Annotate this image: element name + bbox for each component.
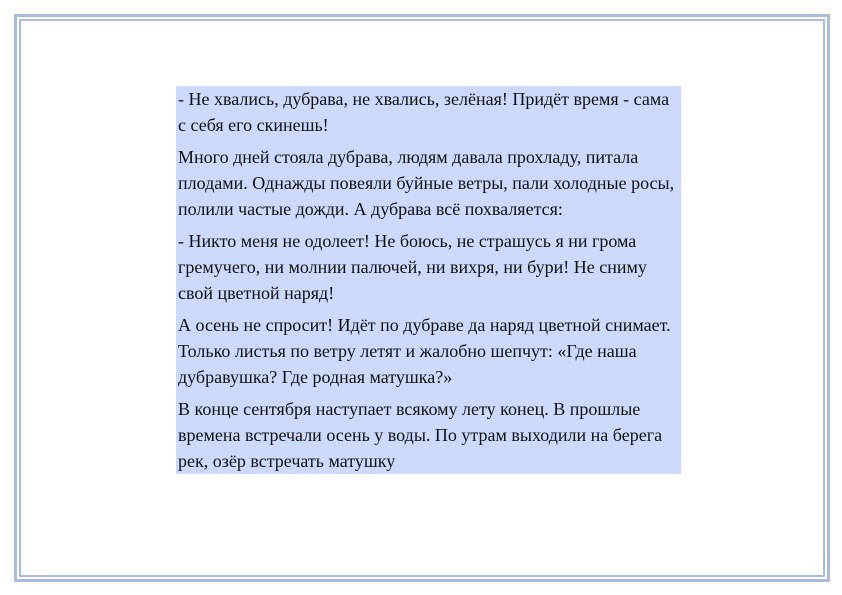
paragraph-5: В конце сентября наступает всякому лету конец. В прошлые времена встречали осень у воды. По утрам выходили на берега рек, озёр встречать матушку (178, 399, 663, 471)
story-text-block (176, 86, 681, 474)
paragraph-1: - Не хвались, дубрава, не хвались, зелёная! Придёт время - сама с себя его скинешь! (178, 89, 670, 135)
paragraph-4: А осень не спросит! Идёт по дубраве да наряд цветной снимает. Только листья по ветру летят и жалобно шепчут: «Где наша дубравушка? Где родная матушка?» (178, 315, 671, 387)
paragraph-3: - Никто меня не одолеет! Не боюсь, не страшусь я ни грома гремучего, ни молнии палючей, ни вихря, ни бури! Не сниму свой цветной наряд! (178, 231, 647, 303)
paragraph-2: Много дней стояла дубрава, людям давала прохладу, питала плодами. Однажды повеяли буйные ветры, пали холодные росы, полили частые дожди. А дубрава всё похваляется: (178, 147, 675, 219)
